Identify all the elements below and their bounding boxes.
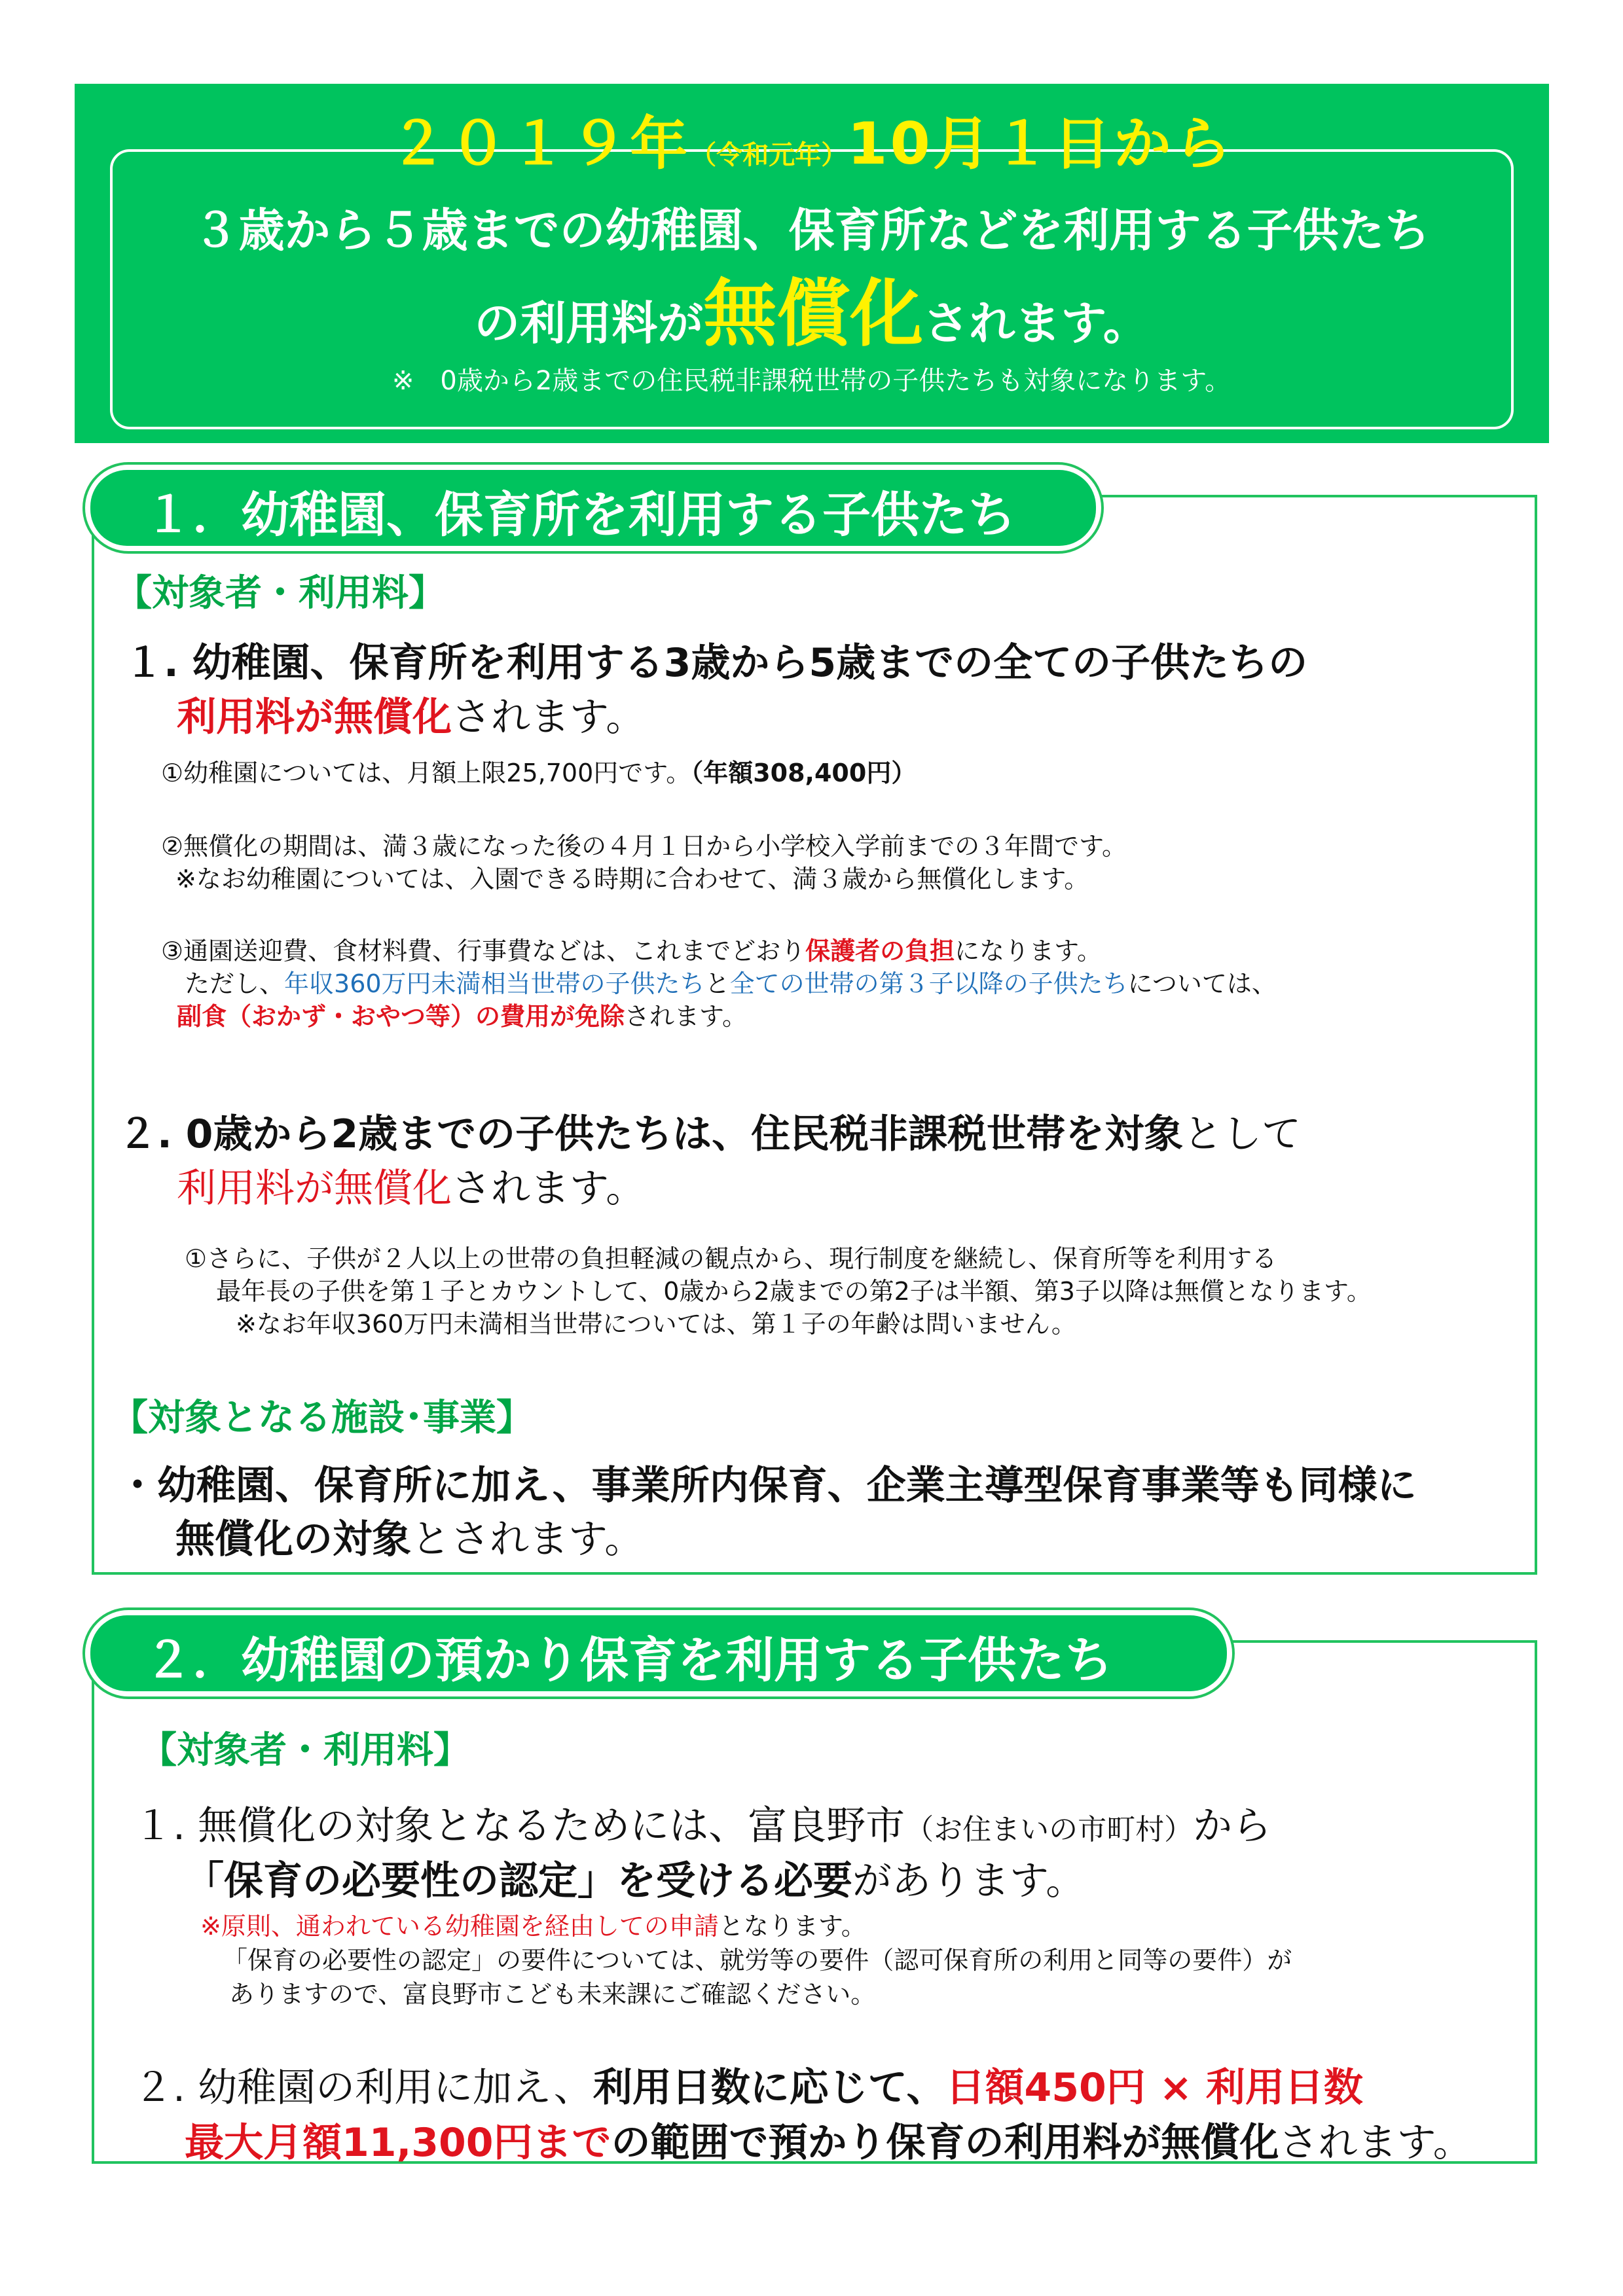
s2-item1-line1-pre: １. 無償化の対象となるためには、富良野市 xyxy=(134,1803,905,1849)
s2-item2-line1-bold: 利用日数に応じて、 xyxy=(593,2065,946,2111)
s1-item1-note3a-red: 保護者の負担 xyxy=(805,937,955,965)
header-line3-pre: の利用料が xyxy=(474,296,704,350)
s1-item1-note3b-mid: と xyxy=(704,969,730,998)
s1-item1-note3c-red: 副食（おかず・おやつ等）の費用が免除 xyxy=(177,1002,625,1031)
s2-item1-line2 xyxy=(185,1850,1085,1906)
header-note: ※ 0歳から2歳までの住民税非課税世帯の子供たちも対象になります。 xyxy=(392,366,1231,396)
s1-item2-free-label: 利用料が無償化 xyxy=(177,1166,452,1211)
s1-item1-note1b: （年額308,400円） xyxy=(691,759,917,787)
header-date xyxy=(0,98,1623,181)
s1-item1-note1 xyxy=(161,753,916,789)
section2-title: ２．幼稚園の預かり保育を利用する子供たち xyxy=(144,1632,1113,1689)
s1-item1-note3b-pre: ただし、 xyxy=(185,969,285,998)
s1-item1-note1a: ①幼稚園については、月額上限25,700円です。 xyxy=(161,759,691,787)
s2-item1-line2-bold: 「保育の必要性の認定」を受ける必要 xyxy=(185,1858,852,1904)
section1-facilities-heading: 【対象となる施設･事業】 xyxy=(111,1397,533,1439)
s2-item1-note-red-rest: となります。 xyxy=(718,1912,866,1941)
s2-item2-line2-red: 最大月額11,300円まで xyxy=(185,2120,611,2166)
s1-item1-line1: １. 幼稚園、保育所を利用する3歳から5歳までの全ての子供たちの xyxy=(124,640,1308,686)
header-date-day: 10月１日から xyxy=(847,110,1234,177)
s1-item2-line2 xyxy=(177,1157,645,1213)
s2-item2-line1-pre: ２. 幼稚園の利用に加え、 xyxy=(134,2065,593,2111)
s1-facilities-line1: ・幼稚園、保育所に加え、事業所内保育、企業主導型保育事業等も同様に xyxy=(118,1463,1417,1509)
s1-item1-note2a: ②無償化の期間は、満３歳になった後の４月１日から小学校入学前までの３年間です。 xyxy=(161,832,1127,861)
s1-item1-note3a-pre: ③通園送迎費、食材料費、行事費などは、これまでどおり xyxy=(161,937,806,965)
header-headline-1: ３歳から５歳までの幼稚園、保育所などを利用する子供たち xyxy=(192,204,1431,257)
header-date-year: ２０１９年 xyxy=(389,110,691,177)
header-era: （令和元年） xyxy=(690,140,848,170)
s1-item1-note3b-blue1: 年収360万円未満相当世帯の子供たち xyxy=(284,969,705,998)
s2-item1-line1-post: から xyxy=(1193,1803,1272,1849)
s1-item1-note3c-post: されます。 xyxy=(625,1002,747,1031)
section1-title: １．幼稚園、保育所を利用する子供たち xyxy=(144,487,1016,543)
s1-item1-note3b xyxy=(185,963,1277,999)
s2-item1-line1 xyxy=(134,1795,1271,1851)
header-line3-post: されます。 xyxy=(923,296,1149,350)
s1-item2-line2-rest: されます。 xyxy=(452,1166,646,1211)
s1-item2-note1b: 最年長の子供を第１子とカウントして、0歳から2歳までの第2子は半額、第3子以降は無償となります。 xyxy=(216,1277,1372,1306)
s1-facilities-line2-rest: とされます。 xyxy=(411,1516,644,1562)
s1-item2-line1-post: として xyxy=(1183,1111,1302,1157)
s1-item2-line1-pre: ２. 0歳から2歳までの子供たちは、住民税非課税世帯を対象 xyxy=(118,1111,1184,1157)
s2-item1-line1-small: （お住まいの市町村） xyxy=(905,1813,1194,1846)
s1-item2-note1a: ①さらに、子供が２人以上の世帯の負担軽減の観点から、現行制度を継続し、保育所等を利用する xyxy=(185,1244,1277,1273)
s2-item2-line1 xyxy=(134,2056,1363,2113)
s2-item1-line2-rest: があります。 xyxy=(852,1858,1085,1904)
s1-item1-free-label: 利用料が無償化 xyxy=(177,694,452,740)
s1-item1-note3b-blue2: 全ての世帯の第３子以降の子供たち xyxy=(729,969,1128,998)
s1-item1-line2 xyxy=(177,686,645,742)
s1-item1-note3c xyxy=(177,996,747,1032)
header-headline-2 xyxy=(0,255,1623,361)
s2-item2-line1-red: 日額450円 × 利用日数 xyxy=(945,2065,1363,2111)
s1-item1-note3a-post: になります。 xyxy=(955,937,1103,965)
header-free-highlight: 無償化 xyxy=(703,272,924,357)
s1-item1-note3b-post: については、 xyxy=(1127,969,1277,998)
s2-item1-note-b: 「保育の必要性の認定」の要件については、就労等の要件（認可保育所の利用と同等の要件）が xyxy=(223,1946,1292,1975)
s1-item1-note2b: ※なお幼稚園については、入園できる時期に合わせて、満３歳から無償化します。 xyxy=(175,865,1089,893)
s1-item1-note3a xyxy=(161,931,1102,967)
s1-item2-line1 xyxy=(118,1103,1301,1159)
s2-item2-line2 xyxy=(185,2111,1472,2168)
s2-item2-line2-mid: の範囲で xyxy=(611,2120,769,2166)
s2-item2-line2-rest: されます。 xyxy=(1279,2120,1472,2166)
section2-title-pill xyxy=(82,1607,1235,1699)
s2-item2-line2-bold: 預かり保育の利用料が無償化 xyxy=(768,2120,1279,2166)
section1-title-pill xyxy=(82,462,1104,554)
s2-item1-note-c: ありますので、富良野市こども未来課にご確認ください。 xyxy=(229,1980,876,2009)
s2-item1-note-red: ※原則、通われている幼稚園を経由しての申請 xyxy=(200,1912,719,1941)
s1-facilities-line2 xyxy=(175,1508,644,1564)
section2-subheading: 【対象者・利用料】 xyxy=(140,1729,470,1772)
s1-item2-note1c: ※なお年収360万円未満相当世帯については、第１子の年齢は問いません。 xyxy=(236,1310,1076,1338)
section1-subheading: 【対象者・利用料】 xyxy=(115,572,445,615)
s1-item1-line2-rest: されます。 xyxy=(452,694,646,740)
s1-facilities-line2-bold: 無償化の対象 xyxy=(175,1516,411,1562)
s2-item1-note-a xyxy=(200,1906,866,1942)
